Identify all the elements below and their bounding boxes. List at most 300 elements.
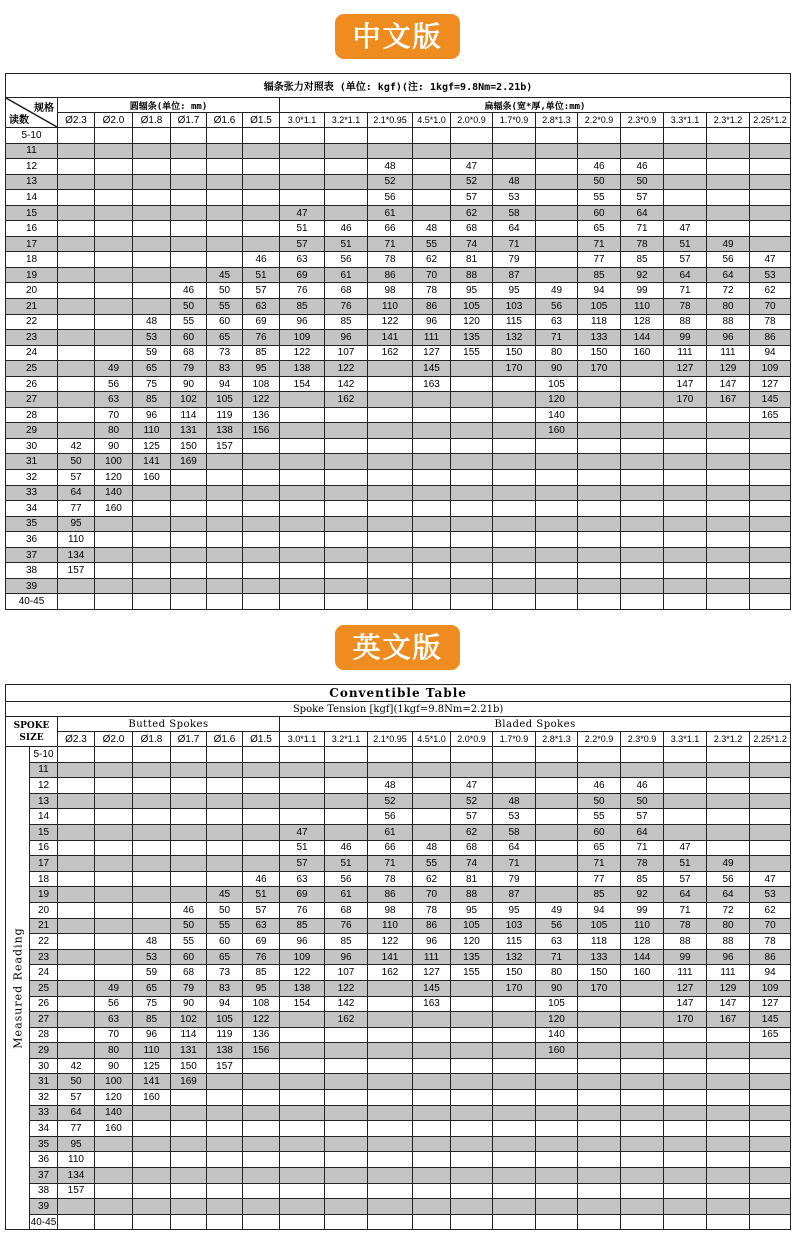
tension-cell	[750, 563, 791, 579]
tension-cell	[413, 143, 451, 159]
tension-cell: 56	[95, 376, 133, 392]
table-row	[6, 376, 791, 392]
tension-cell	[325, 1199, 368, 1215]
tension-cell	[621, 578, 664, 594]
tension-cell	[133, 143, 171, 159]
tension-cell: 47	[750, 871, 791, 887]
tension-cell	[578, 578, 621, 594]
tension-cell	[493, 159, 536, 175]
tension-cell	[280, 1183, 325, 1199]
tension-cell	[95, 578, 133, 594]
tension-cell	[368, 1152, 413, 1168]
tension-cell	[413, 1152, 451, 1168]
tension-cell: 63	[536, 934, 578, 950]
tension-cell	[207, 1168, 243, 1184]
tension-cell: 63	[95, 392, 133, 408]
tension-cell	[451, 392, 493, 408]
tension-cell	[368, 1136, 413, 1152]
tension-cell: 131	[171, 423, 207, 439]
tension-cell	[243, 1058, 280, 1074]
tension-cell: 110	[133, 1043, 171, 1059]
tension-cell	[171, 221, 207, 237]
tension-cell: 78	[664, 299, 707, 315]
corner-header	[6, 98, 58, 128]
tension-cell	[750, 1105, 791, 1121]
tension-cell	[664, 423, 707, 439]
tension-cell: 62	[750, 902, 791, 918]
tension-cell: 147	[664, 996, 707, 1012]
tension-cell: 167	[707, 392, 750, 408]
tension-cell	[133, 887, 171, 903]
tension-cell	[58, 1199, 95, 1215]
tension-cell: 57	[451, 809, 493, 825]
tension-cell: 120	[451, 314, 493, 330]
tension-cell: 45	[207, 887, 243, 903]
reading-cell: 14	[30, 809, 58, 825]
tension-cell	[536, 532, 578, 548]
tension-cell: 96	[133, 407, 171, 423]
tension-cell	[368, 454, 413, 470]
tension-cell	[207, 871, 243, 887]
tension-cell	[133, 236, 171, 252]
tension-cell: 56	[707, 871, 750, 887]
tension-cell: 76	[243, 949, 280, 965]
tension-cell	[621, 501, 664, 517]
tension-cell	[243, 454, 280, 470]
tension-cell	[243, 778, 280, 794]
tension-cell	[413, 392, 451, 408]
tension-cell: 132	[493, 330, 536, 346]
reading-cell: 36	[6, 532, 58, 548]
tension-cell	[536, 824, 578, 840]
tension-cell: 76	[243, 330, 280, 346]
tension-cell	[707, 809, 750, 825]
tension-cell	[243, 824, 280, 840]
tension-cell: 134	[58, 547, 95, 563]
tension-cell	[58, 221, 95, 237]
tension-cell	[621, 1043, 664, 1059]
tension-cell: 133	[578, 949, 621, 965]
tension-cell	[493, 1090, 536, 1106]
tension-cell: 78	[621, 236, 664, 252]
tension-cell: 55	[413, 856, 451, 872]
tension-cell	[536, 485, 578, 501]
tension-cell	[493, 407, 536, 423]
tension-cell	[451, 747, 493, 763]
reading-cell: 28	[30, 1027, 58, 1043]
tension-cell	[536, 128, 578, 144]
tension-cell: 70	[750, 918, 791, 934]
tension-cell	[280, 143, 325, 159]
tension-cell	[243, 594, 280, 610]
tension-cell	[207, 532, 243, 548]
tension-cell	[368, 128, 413, 144]
tension-cell: 45	[207, 267, 243, 283]
tension-cell	[207, 205, 243, 221]
size-header-cell: Ø1.8	[133, 732, 171, 747]
tension-cell	[413, 470, 451, 486]
tension-cell	[413, 594, 451, 610]
tension-cell	[58, 809, 95, 825]
tension-cell	[750, 159, 791, 175]
tension-cell	[207, 762, 243, 778]
size-header-cell: 4.5*1.0	[413, 113, 451, 128]
tension-cell	[413, 501, 451, 517]
tension-cell	[536, 159, 578, 175]
tension-cell	[536, 1152, 578, 1168]
reading-cell: 15	[30, 824, 58, 840]
tension-cell	[413, 563, 451, 579]
tension-cell	[133, 501, 171, 517]
tension-cell	[536, 438, 578, 454]
tension-cell	[95, 871, 133, 887]
tension-cell	[133, 840, 171, 856]
tension-cell	[451, 1043, 493, 1059]
reading-cell: 14	[6, 190, 58, 206]
tension-cell	[750, 747, 791, 763]
tension-cell: 120	[451, 934, 493, 950]
tension-cell	[58, 1214, 95, 1230]
tension-cell	[413, 159, 451, 175]
table-row	[6, 190, 791, 206]
tension-cell: 78	[621, 856, 664, 872]
table-row	[6, 267, 791, 283]
tension-cell	[368, 1012, 413, 1028]
tension-cell: 150	[493, 345, 536, 361]
tension-cell	[133, 1105, 171, 1121]
tension-cell	[493, 563, 536, 579]
tension-cell: 90	[171, 996, 207, 1012]
tension-cell	[707, 454, 750, 470]
table-row	[6, 980, 791, 996]
tension-cell	[750, 190, 791, 206]
tension-cell	[451, 532, 493, 548]
tension-cell	[171, 856, 207, 872]
tension-cell: 50	[578, 793, 621, 809]
tension-cell: 60	[578, 824, 621, 840]
tension-cell	[621, 1012, 664, 1028]
tension-cell: 109	[280, 330, 325, 346]
tension-cell	[578, 532, 621, 548]
tension-cell: 99	[664, 330, 707, 346]
tension-cell: 145	[413, 361, 451, 377]
tension-cell	[133, 793, 171, 809]
reading-cell: 12	[30, 778, 58, 794]
tension-cell	[750, 778, 791, 794]
tension-cell: 122	[243, 392, 280, 408]
tension-cell	[207, 547, 243, 563]
tension-cell	[58, 252, 95, 268]
size-header-cell: 2.3*0.9	[621, 113, 664, 128]
tension-cell: 75	[133, 996, 171, 1012]
table-row	[6, 516, 791, 532]
tension-cell: 59	[133, 965, 171, 981]
tension-cell	[621, 423, 664, 439]
tension-cell: 46	[578, 159, 621, 175]
tension-cell	[133, 594, 171, 610]
tension-cell	[171, 809, 207, 825]
tension-cell	[325, 470, 368, 486]
tension-cell	[325, 516, 368, 532]
tension-cell	[664, 762, 707, 778]
tension-cell	[493, 996, 536, 1012]
tension-cell	[243, 190, 280, 206]
tension-cell	[368, 376, 413, 392]
tension-cell	[750, 1199, 791, 1215]
tension-cell	[243, 1074, 280, 1090]
tension-cell: 125	[133, 438, 171, 454]
tension-cell	[58, 747, 95, 763]
size-header-cell: 3.2*1.1	[325, 113, 368, 128]
table-row	[6, 501, 791, 517]
tension-cell: 103	[493, 918, 536, 934]
tension-cell	[621, 1121, 664, 1137]
tension-cell: 90	[536, 980, 578, 996]
tension-cell	[95, 1199, 133, 1215]
tension-cell	[58, 594, 95, 610]
tension-cell: 122	[368, 934, 413, 950]
tension-cell: 53	[133, 330, 171, 346]
tension-cell: 52	[368, 174, 413, 190]
tension-cell	[58, 578, 95, 594]
tension-cell	[133, 252, 171, 268]
tension-cell: 90	[95, 1058, 133, 1074]
tension-cell: 70	[750, 299, 791, 315]
tension-cell: 86	[413, 918, 451, 934]
tension-cell: 71	[536, 949, 578, 965]
tension-cell: 96	[280, 934, 325, 950]
tension-cell	[243, 856, 280, 872]
tension-cell	[133, 902, 171, 918]
tension-cell	[664, 1152, 707, 1168]
tension-cell: 115	[493, 314, 536, 330]
tension-cell: 85	[133, 1012, 171, 1028]
tension-cell	[750, 174, 791, 190]
tension-cell	[664, 1074, 707, 1090]
reading-cell: 25	[30, 980, 58, 996]
tension-cell	[58, 965, 95, 981]
tension-cell	[578, 407, 621, 423]
size-header-cell: Ø1.7	[171, 113, 207, 128]
tension-cell	[664, 1136, 707, 1152]
tension-cell	[95, 1136, 133, 1152]
tension-cell	[368, 1074, 413, 1090]
tension-cell	[578, 1105, 621, 1121]
tension-cell	[280, 547, 325, 563]
tension-cell	[133, 547, 171, 563]
tension-cell: 68	[325, 283, 368, 299]
tension-cell: 85	[325, 934, 368, 950]
tension-cell	[578, 762, 621, 778]
tension-cell	[368, 980, 413, 996]
tension-cell	[280, 1152, 325, 1168]
tension-cell	[664, 516, 707, 532]
tension-cell: 64	[493, 840, 536, 856]
tension-cell	[58, 376, 95, 392]
tension-cell: 150	[578, 345, 621, 361]
tension-cell	[243, 793, 280, 809]
tension-cell: 53	[493, 190, 536, 206]
tension-cell	[451, 1012, 493, 1028]
tension-cell: 111	[664, 345, 707, 361]
tension-cell	[171, 532, 207, 548]
tension-cell: 94	[750, 965, 791, 981]
tension-cell	[578, 470, 621, 486]
tension-cell	[707, 470, 750, 486]
tension-cell: 61	[325, 267, 368, 283]
tension-cell	[95, 840, 133, 856]
tension-cell: 50	[621, 793, 664, 809]
tension-cell	[451, 563, 493, 579]
tension-cell	[58, 143, 95, 159]
tension-cell	[536, 205, 578, 221]
tension-cell: 60	[171, 949, 207, 965]
tension-cell	[280, 793, 325, 809]
tension-cell: 70	[413, 267, 451, 283]
tension-cell	[621, 438, 664, 454]
tension-cell: 49	[95, 361, 133, 377]
tension-cell	[325, 1168, 368, 1184]
tension-cell	[750, 532, 791, 548]
tension-cell: 57	[621, 190, 664, 206]
table-row	[6, 283, 791, 299]
tension-cell	[95, 1152, 133, 1168]
tension-cell	[325, 1105, 368, 1121]
tension-cell	[621, 980, 664, 996]
tension-cell	[171, 747, 207, 763]
tension-cell: 107	[325, 965, 368, 981]
tension-cell	[368, 578, 413, 594]
tension-cell	[171, 762, 207, 778]
table-row	[6, 1027, 791, 1043]
tension-cell	[413, 1199, 451, 1215]
tension-cell	[133, 809, 171, 825]
size-header-cell: Ø2.3	[58, 732, 95, 747]
tension-cell	[280, 762, 325, 778]
tension-cell	[280, 1012, 325, 1028]
table-row	[6, 547, 791, 563]
table-row	[6, 1043, 791, 1059]
tension-cell: 88	[451, 267, 493, 283]
tension-cell: 49	[95, 980, 133, 996]
table-row	[6, 1136, 791, 1152]
tension-cell	[280, 1168, 325, 1184]
tension-cell	[243, 438, 280, 454]
tension-cell	[133, 128, 171, 144]
tension-cell	[451, 980, 493, 996]
tension-cell	[243, 1214, 280, 1230]
tension-cell: 86	[750, 949, 791, 965]
tension-cell	[621, 376, 664, 392]
tension-cell	[578, 1058, 621, 1074]
tension-cell	[664, 778, 707, 794]
tension-cell	[621, 516, 664, 532]
tension-cell	[280, 594, 325, 610]
tension-cell	[133, 174, 171, 190]
tension-cell	[413, 174, 451, 190]
tension-cell	[325, 547, 368, 563]
tension-cell: 63	[243, 299, 280, 315]
tension-cell	[413, 454, 451, 470]
tension-cell: 46	[621, 159, 664, 175]
tension-cell	[325, 205, 368, 221]
tension-cell	[95, 252, 133, 268]
tension-cell: 105	[207, 392, 243, 408]
tension-cell: 167	[707, 1012, 750, 1028]
tension-cell	[325, 563, 368, 579]
tension-cell: 142	[325, 376, 368, 392]
tension-cell: 46	[171, 902, 207, 918]
tension-cell	[707, 1105, 750, 1121]
table-row	[6, 1058, 791, 1074]
tension-cell	[325, 174, 368, 190]
tension-cell: 86	[413, 299, 451, 315]
tension-cell	[413, 1183, 451, 1199]
size-header-cell: 2.8*1.3	[536, 732, 578, 747]
tension-cell	[493, 594, 536, 610]
tension-cell	[171, 174, 207, 190]
tension-cell	[621, 1027, 664, 1043]
tension-cell: 55	[413, 236, 451, 252]
tension-cell	[95, 824, 133, 840]
tension-cell	[750, 793, 791, 809]
tension-cell	[280, 563, 325, 579]
tension-cell: 80	[707, 299, 750, 315]
reading-cell: 34	[30, 1121, 58, 1137]
tension-cell	[325, 762, 368, 778]
tension-cell: 78	[368, 871, 413, 887]
tension-cell	[280, 159, 325, 175]
tension-cell	[58, 345, 95, 361]
tension-cell	[133, 747, 171, 763]
table-row	[6, 824, 791, 840]
tension-cell	[578, 996, 621, 1012]
reading-cell: 23	[30, 949, 58, 965]
size-header-cell: 2.1*0.95	[368, 113, 413, 128]
tension-cell: 71	[536, 330, 578, 346]
tension-cell: 122	[368, 314, 413, 330]
tension-cell	[536, 840, 578, 856]
tension-cell	[536, 1058, 578, 1074]
tension-cell: 138	[207, 423, 243, 439]
tension-cell: 136	[243, 1027, 280, 1043]
tension-cell	[750, 809, 791, 825]
tension-cell	[750, 1121, 791, 1137]
tension-cell	[243, 159, 280, 175]
tension-cell	[707, 1074, 750, 1090]
tension-cell	[280, 190, 325, 206]
tension-cell: 50	[58, 1074, 95, 1090]
tension-cell	[413, 205, 451, 221]
table-row	[6, 578, 791, 594]
tension-cell: 92	[621, 267, 664, 283]
tension-cell: 75	[133, 376, 171, 392]
tension-cell: 95	[58, 516, 95, 532]
flat-spokes-header: 扁辐条(宽*厚,单位:mm)	[280, 98, 791, 113]
tension-cell	[325, 532, 368, 548]
tension-cell	[368, 501, 413, 517]
tension-cell	[621, 1058, 664, 1074]
tension-cell	[493, 547, 536, 563]
tension-cell	[368, 485, 413, 501]
tension-cell	[578, 1152, 621, 1168]
tension-cell: 162	[325, 392, 368, 408]
table-row	[6, 1105, 791, 1121]
tension-cell	[171, 1105, 207, 1121]
tension-cell	[664, 143, 707, 159]
tension-cell: 132	[493, 949, 536, 965]
tension-cell	[171, 485, 207, 501]
